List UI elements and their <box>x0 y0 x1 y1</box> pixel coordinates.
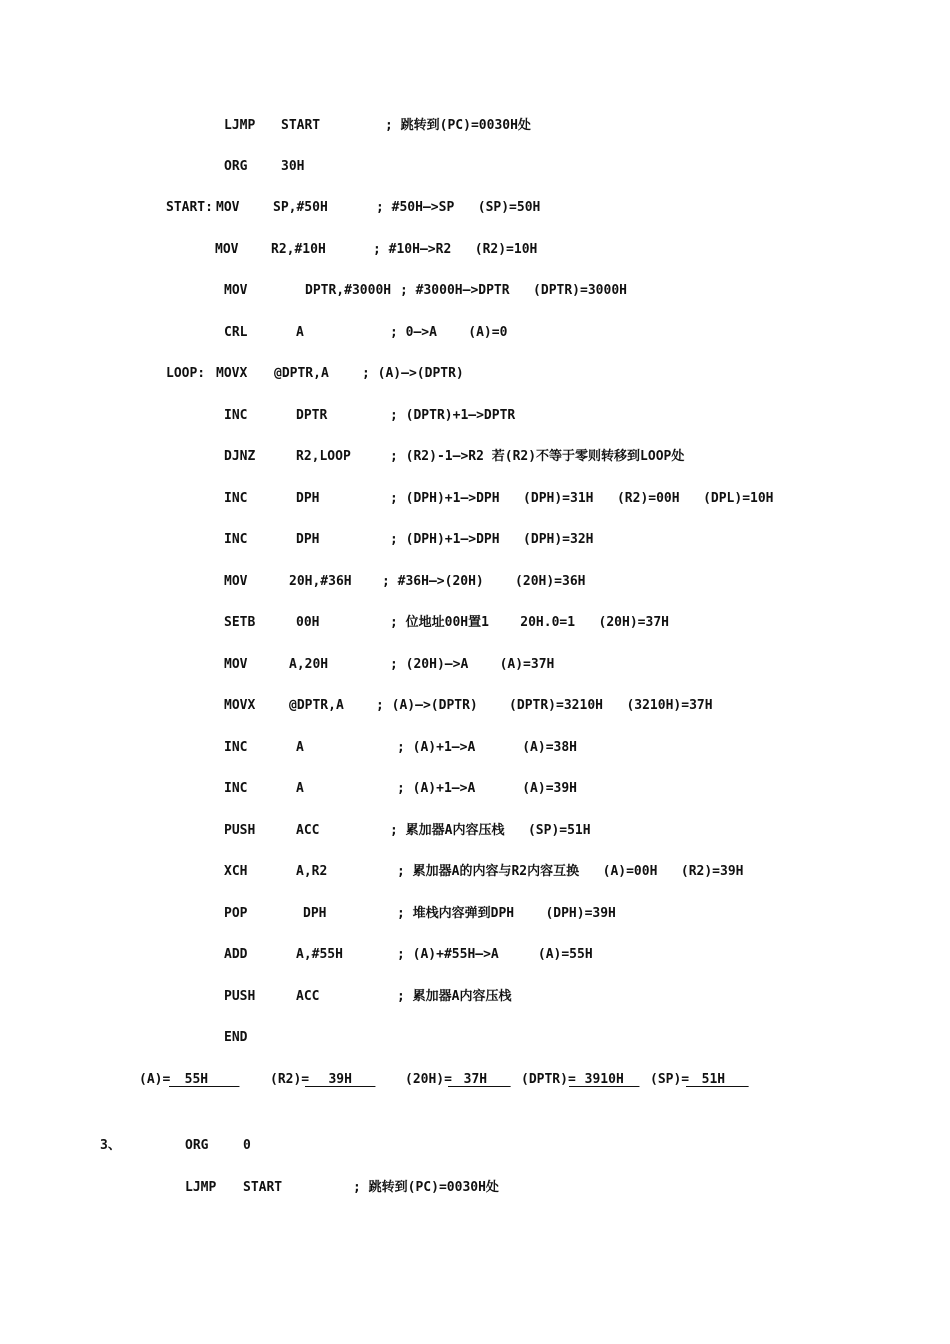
code-line <box>0 738 950 758</box>
opcode: LJMP <box>185 1180 217 1195</box>
code-line <box>0 116 950 136</box>
opcode: INC <box>224 740 248 755</box>
answer-value: 39H <box>305 1072 376 1087</box>
code-line <box>0 198 950 218</box>
opcode: ORG <box>185 1138 209 1153</box>
comment: ; #3000H—>DPTR (DPTR)=3000H <box>400 283 627 298</box>
code-line <box>0 613 950 633</box>
operand: R2,LOOP <box>296 449 351 464</box>
code-line <box>0 447 950 467</box>
operand: A,#55H <box>296 947 343 962</box>
code-line <box>0 530 950 550</box>
code-line <box>0 323 950 343</box>
comment: ; #10H—>R2 (R2)=10H <box>373 242 538 257</box>
opcode: POP <box>224 906 248 921</box>
opcode: INC <box>224 491 248 506</box>
code-line <box>0 489 950 509</box>
code-line <box>0 364 950 384</box>
operand: A <box>296 325 304 340</box>
comment: ; (DPTR)+1—>DPTR <box>390 408 516 423</box>
comment: ; (A)+#55H—>A (A)=55H <box>397 947 593 962</box>
opcode: DJNZ <box>224 449 256 464</box>
answer-label: (SP)= <box>650 1072 690 1087</box>
answer-label: (A)= <box>139 1072 171 1087</box>
operand: A <box>296 740 304 755</box>
comment: ; 堆栈内容弹到DPH (DPH)=39H <box>397 906 616 921</box>
comment: ; (DPH)+1—>DPH (DPH)=32H <box>390 532 594 547</box>
comment: ; 累加器A内容压栈 (SP)=51H <box>390 823 591 838</box>
opcode: MOVX <box>216 366 248 381</box>
code-line <box>0 240 950 260</box>
opcode: SETB <box>224 615 256 630</box>
operand: ACC <box>296 823 320 838</box>
answer-value: 37H <box>448 1072 511 1087</box>
comment: ; 位地址00H置1 20H.0=1 (20H)=37H <box>390 615 669 630</box>
comment: ; (A)+1—>A (A)=39H <box>397 781 578 796</box>
comment: ; (R2)-1—>R2 若(R2)不等于零则转移到LOOP处 <box>390 449 685 464</box>
code-line <box>0 1178 950 1198</box>
answer-value: 3910H <box>569 1072 640 1087</box>
operand: START <box>243 1180 283 1195</box>
opcode: MOV <box>224 657 248 672</box>
answer-value: 51H <box>686 1072 749 1087</box>
opcode: END <box>224 1030 248 1045</box>
code-line <box>0 779 950 799</box>
opcode: ORG <box>224 159 248 174</box>
opcode: INC <box>224 408 248 423</box>
operand: 30H <box>281 159 305 174</box>
answer-line <box>0 1070 950 1090</box>
comment: ; #36H—>(20H) (20H)=36H <box>382 574 586 589</box>
opcode: MOV <box>224 574 248 589</box>
opcode: PUSH <box>224 823 256 838</box>
comment: ; (A)+1—>A (A)=38H <box>397 740 578 755</box>
opcode: MOV <box>224 283 248 298</box>
code-line <box>0 281 950 301</box>
operand: DPH <box>296 532 320 547</box>
opcode: INC <box>224 532 248 547</box>
operand: SP,#50H <box>273 200 328 215</box>
opcode: INC <box>224 781 248 796</box>
operand: DPTR,#3000H <box>305 283 392 298</box>
operand: A,R2 <box>296 864 328 879</box>
operand: 0 <box>243 1138 251 1153</box>
code-line <box>0 862 950 882</box>
label: LOOP: <box>166 366 206 381</box>
comment: ; 跳转到(PC)=0030H处 <box>385 118 531 133</box>
code-line <box>0 655 950 675</box>
operand: @DPTR,A <box>274 366 329 381</box>
comment: ; (A)—>(DPTR) <box>362 366 464 381</box>
operand: ACC <box>296 989 320 1004</box>
opcode: MOV <box>215 242 239 257</box>
operand: 00H <box>296 615 320 630</box>
opcode: ADD <box>224 947 248 962</box>
opcode: LJMP <box>224 118 256 133</box>
comment: ; 累加器A的内容与R2内容互换 (A)=00H (R2)=39H <box>397 864 744 879</box>
comment: ; (DPH)+1—>DPH (DPH)=31H (R2)=00H (DPL)=10H <box>390 491 774 506</box>
code-line <box>0 821 950 841</box>
operand: DPTR <box>296 408 328 423</box>
opcode: PUSH <box>224 989 256 1004</box>
code-line <box>0 157 950 177</box>
section-number: 3、 <box>100 1138 121 1153</box>
code-line <box>0 1136 950 1156</box>
operand: A <box>296 781 304 796</box>
code-line <box>0 904 950 924</box>
opcode: XCH <box>224 864 248 879</box>
comment: ; 0—>A (A)=0 <box>390 325 508 340</box>
answer-label: (20H)= <box>405 1072 452 1087</box>
opcode: MOVX <box>224 698 256 713</box>
answer-label: (R2)= <box>270 1072 310 1087</box>
comment: ; (A)—>(DPTR) (DPTR)=3210H (3210H)=37H <box>376 698 713 713</box>
operand: @DPTR,A <box>289 698 344 713</box>
code-line <box>0 406 950 426</box>
operand: 20H,#36H <box>289 574 352 589</box>
code-line <box>0 696 950 716</box>
opcode: CRL <box>224 325 248 340</box>
operand: DPH <box>296 491 320 506</box>
comment: ; 累加器A内容压栈 <box>397 989 512 1004</box>
comment: ; 跳转到(PC)=0030H处 <box>353 1180 499 1195</box>
operand: START <box>281 118 321 133</box>
answer-value: 55H <box>169 1072 240 1087</box>
comment: ; (20H)—>A (A)=37H <box>390 657 555 672</box>
operand: DPH <box>303 906 327 921</box>
operand: R2,#10H <box>271 242 326 257</box>
label: START: <box>166 200 213 215</box>
code-line <box>0 1028 950 1048</box>
operand: A,20H <box>289 657 329 672</box>
code-line <box>0 987 950 1007</box>
opcode: MOV <box>216 200 240 215</box>
answer-label: (DPTR)= <box>521 1072 576 1087</box>
code-line <box>0 945 950 965</box>
code-line <box>0 572 950 592</box>
comment: ; #50H—>SP (SP)=50H <box>376 200 541 215</box>
